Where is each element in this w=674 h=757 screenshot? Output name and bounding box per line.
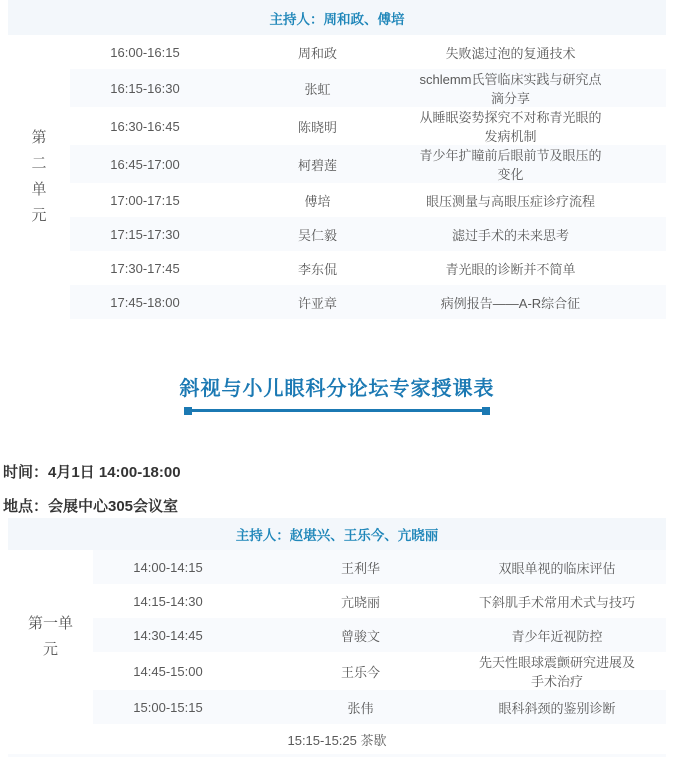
forum-title-block	[0, 374, 674, 412]
time-cell: 17:15-17:30	[70, 217, 220, 251]
time-cell: 14:30-14:45	[93, 618, 243, 652]
schedule-row	[8, 107, 666, 145]
schedule-row	[8, 285, 666, 319]
forum-title: 斜视与小儿眼科分论坛专家授课表	[179, 378, 495, 400]
speaker-cell: 许亚章	[220, 285, 415, 319]
speaker-cell: 陈晓明	[297, 119, 337, 135]
time-cell: 14:15-14:30	[133, 593, 203, 609]
schedule-row	[8, 145, 666, 183]
forum-moderators-label: 主持人：赵堪兴、王乐今、亢晓丽	[8, 518, 666, 550]
strabismus-forum-table	[8, 518, 666, 754]
schedule-row	[8, 690, 666, 724]
topic-cell: 眼压测量与高眼压症诊疗流程	[425, 193, 595, 209]
speaker-cell: 张伟	[243, 690, 478, 724]
time-cell: 16:00-16:15	[110, 44, 180, 60]
time-cell: 14:45-15:00	[133, 663, 203, 679]
time-cell: 16:45-17:00	[70, 145, 220, 183]
schedule-row	[8, 35, 666, 69]
title-underline-rule	[188, 409, 486, 412]
speaker-cell: 吴仁毅	[220, 217, 415, 251]
topic-cell: 病例报告——A-R综合征	[415, 285, 666, 319]
speaker-cell: 李东侃	[297, 261, 337, 277]
schedule-row	[8, 183, 666, 217]
tea-break-label: 15:15-15:25 茶歇	[8, 724, 666, 754]
unit-label: 第一单元	[27, 615, 73, 658]
underline-right-square	[482, 407, 490, 415]
topic-cell: 青少年近视防控	[478, 618, 666, 652]
topic-cell: 青光眼的诊断并不简单	[445, 261, 576, 277]
speaker-cell: 周和政	[297, 45, 337, 61]
time-cell: 16:15-16:30	[70, 69, 220, 107]
schedule-row	[8, 69, 666, 107]
schedule-row	[8, 584, 666, 618]
schedule-row	[8, 618, 666, 652]
unit-label-cell	[8, 550, 93, 724]
tea-break-row	[8, 724, 666, 754]
topic-cell: 眼科斜颈的鉴别诊断	[478, 690, 666, 724]
speaker-cell: 张虹	[220, 69, 415, 107]
schedule-row	[8, 550, 666, 584]
time-cell: 16:30-16:45	[110, 118, 180, 134]
topic-cell: schlemm氏管临床实践与研究点滴分享	[415, 69, 666, 107]
speaker-cell: 傅培	[304, 193, 331, 209]
speaker-cell: 柯碧莲	[220, 145, 415, 183]
unit-label: 第二单元	[31, 129, 47, 224]
unit-label-cell	[8, 35, 70, 319]
time-cell: 17:45-18:00	[70, 285, 220, 319]
topic-cell: 下斜肌手术常用术式与技巧	[478, 594, 635, 610]
forum-meta	[3, 462, 666, 518]
glaucoma-session2-table	[8, 0, 666, 319]
topic-cell: 从睡眠姿势探究不对称青光眼的发病机制	[419, 110, 602, 144]
speaker-cell: 曾骏文	[243, 618, 478, 652]
time-cell: 17:30-17:45	[110, 260, 180, 276]
time-cell: 15:00-15:15	[93, 690, 243, 724]
moderators-row	[8, 0, 666, 35]
topic-cell: 青少年扩瞳前后眼前节及眼压的变化	[415, 145, 666, 183]
topic-cell: 双眼单视的临床评估	[478, 550, 666, 584]
session2-moderators-label: 主持人：周和政、傅培	[8, 0, 666, 35]
topic-cell: 失败滤过泡的复通技术	[445, 45, 576, 61]
moderators-row	[8, 518, 666, 550]
speaker-cell: 王利华	[243, 550, 478, 584]
schedule-row	[8, 251, 666, 285]
time-cell: 14:00-14:15	[93, 550, 243, 584]
forum-venue-label: 地点：会展中心305会议室	[3, 498, 179, 515]
speaker-cell: 王乐今	[340, 664, 380, 680]
time-cell: 17:00-17:15	[110, 192, 180, 208]
schedule-row	[8, 217, 666, 251]
schedule-row	[8, 652, 666, 690]
topic-cell: 滤过手术的未来思考	[415, 217, 666, 251]
topic-cell: 先天性眼球震颤研究进展及手术治疗	[478, 655, 635, 689]
speaker-cell: 亢晓丽	[340, 594, 380, 610]
underline-left-square	[184, 407, 192, 415]
forum-time-label: 时间：4月1日 14:00-18:00	[3, 464, 181, 481]
